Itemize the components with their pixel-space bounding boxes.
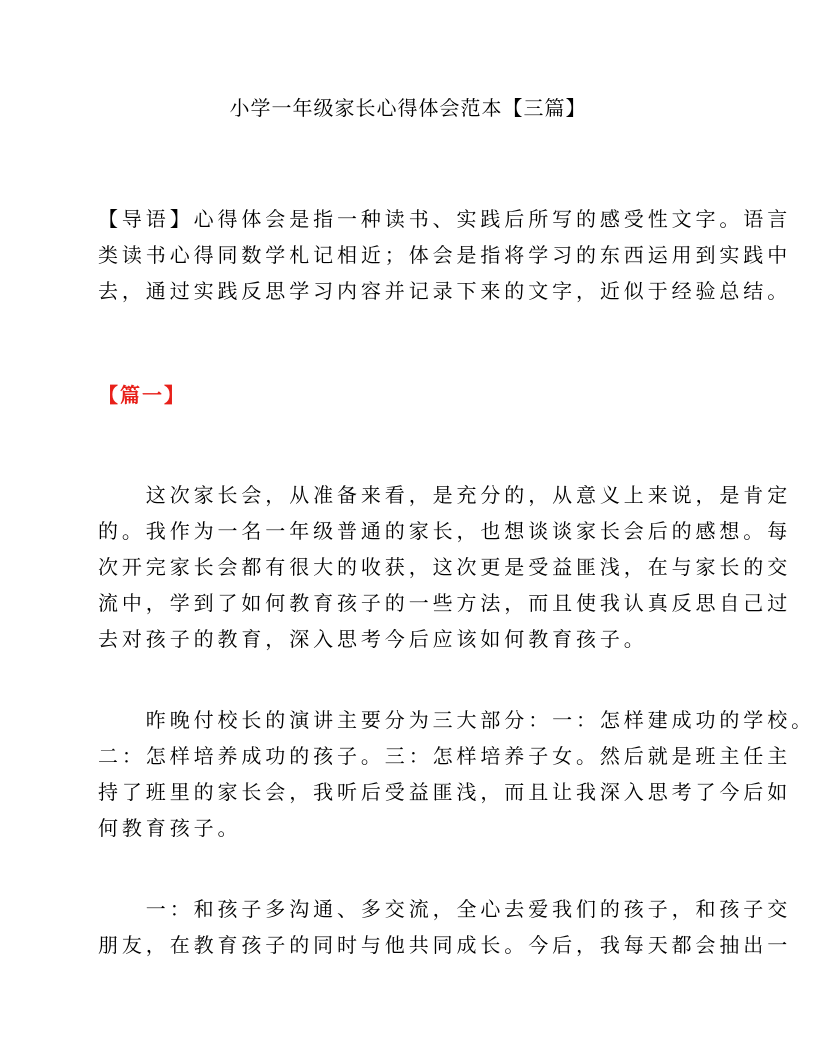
intro-line: 去，通过实践反思学习内容并记录下来的文字，近似于经验总结。 [98, 279, 792, 303]
paragraph-line: 朋友，在教育孩子的同时与他共同成长。今后，我每天都会抽出一 [98, 933, 792, 957]
paragraph-line: 这次家长会，从准备来看，是充分的，从意义上来说，是肯定 [98, 483, 792, 507]
paragraph-line: 去对孩子的教育，深入思考今后应该如何教育孩子。 [98, 627, 648, 651]
paragraph-line: 流中，学到了如何教育孩子的一些方法，而且使我认真反思自己过 [98, 591, 792, 615]
body-paragraph-2 [98, 702, 815, 846]
paragraph-line: 持了班里的家长会，我听后受益匪浅，而且让我深入思考了今后如 [98, 780, 792, 804]
body-paragraph-1 [98, 477, 792, 657]
paragraph-line: 昨晚付校长的演讲主要分为三大部分：一：怎样建成功的学校。 [98, 708, 815, 732]
intro-paragraph [98, 201, 792, 309]
document-title: 小学一年级家长心得体会范本【三篇】 [229, 96, 587, 120]
paragraph-line: 次开完家长会都有很大的收获，这次更是受益匪浅，在与家长的交 [98, 555, 792, 579]
intro-line: 【导语】心得体会是指一种读书、实践后所写的感受性文字。语言 [98, 207, 792, 231]
body-paragraph-3 [98, 891, 792, 963]
paragraph-line: 一：和孩子多沟通、多交流，全心去爱我们的孩子，和孩子交 [98, 897, 792, 921]
paragraph-line: 二：怎样培养成功的孩子。三：怎样培养子女。然后就是班主任主 [98, 744, 792, 768]
paragraph-line: 何教育孩子。 [98, 816, 242, 840]
paragraph-line: 的。我作为一名一年级普通的家长，也想谈谈家长会后的感想。每 [98, 519, 792, 543]
section-heading-part-one: 【篇一】 [98, 383, 186, 407]
intro-line: 类读书心得同数学札记相近；体会是指将学习的东西运用到实践中 [98, 243, 792, 267]
